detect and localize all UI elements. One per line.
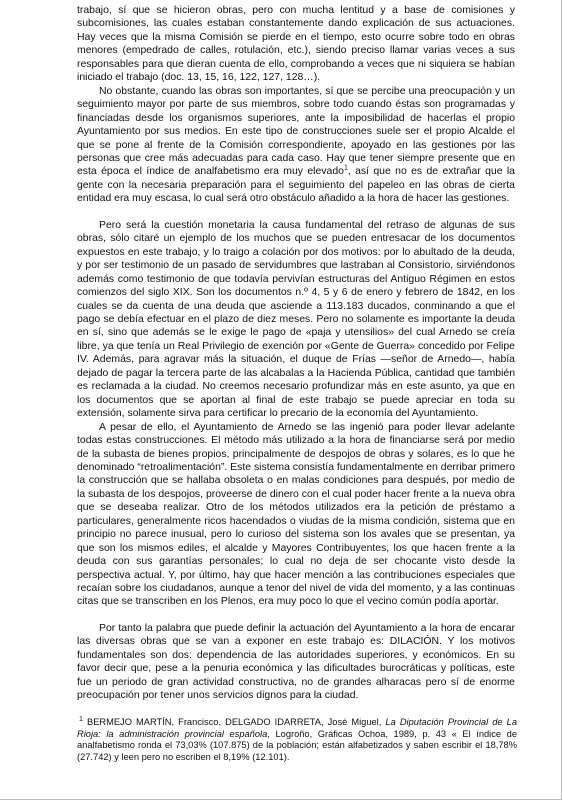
paragraph-5: Por tanto la palabra que puede definir la actuación del Ayuntamiento a la hora de encarar las diversas obras que se van a exponer en este trabajo es: DILACIÓN. Y los motivos fundamentales son dos: dependencia de las autoridades superiores, y económicos. En su favor decir que, pese a la penuria económica y las dificultades burocráticas y políticas, este fue un periodo de gran actividad constructiva, no de grandes alharacas pero sí de enorme preocupación por tener unos servicios dignos para la ciudad. xyxy=(77,622,515,702)
paragraph-1: trabajo, sí que se hicieron obras, pero con mucha lentitud y a base de comisiones y subcomisiones, las cuales estaban constantemente dando explicación de sus actuaciones. Hay veces que la misma Comisión se pierde en el tiempo, esto ocurre sobre todo en obras menores (empedrado de calles, rotulación, etc.), siendo preciso llamar varias veces a sus responsables para que dieran cuenta de ello, comprobando a veces que ni siquiera se habían iniciado el trabajo (doc. 13, 15, 16, 122, 127, 128…). xyxy=(77,5,515,84)
footnote-details: , Logroño, Gráficas Ochoa, 1989, p. 43 « El índice de analfabetismo ronda el 73,03% (107.875) de la población; están alfabetizados y saben escribir el 18,78% (27.742) y leen pero no escriben el 8,19% (12.101). xyxy=(77,728,517,762)
paragraph-2 xyxy=(77,85,515,206)
footnote-book-title: La Diputación Provincial de La Rioja: la administración provincial española xyxy=(77,717,517,739)
paragraph-3: Pero será la cuestión monetaria la causa fundamental del retraso de algunas de sus obras, sólo citaré un ejemplo de los muchos que se pueden entresacar de los documentos expuestos en este trabajo, y lo traigo a colación por dos motivos: por lo abultado de la deuda, y por ser testimonio de un pasado de servidumbres que lastraban al Consistorio, sirviéndonos además como testimonio de que todavía pervivían estructuras del Antiguo Régimen en estos comienzos del siglo XIX. Son los documentos n.º 4, 5 y 6 de enero y febrero de 1842, en los cuales se da cuenta de una deuda que asciende a 113.183 ducados, conminando a que el pago se debía efectuar en el plazo de diez meses. Pero no solamente es importante la deuda en sí, sino que además se le exige le pago de «paja y utensilios» del cual Arnedo se creía libre, ya que tenía un Real Privilegio de exención por «Gente de Guerra» concedido por Felipe IV. Además, para agravar más la situación, el duque de Frías —señor de Arnedo—, había dejado de pagar la tercera parte de las alcabalas a la Hacienda Pública, cantidad que también es reclamada a la ciudad. No creemos necesario profundizar más en este asunto, ya que en los documentos que se aportan al final de este trabajo se puede apreciar en toda su extensión, solamente sirva para certificar lo precario de la economía del Ayuntamiento. xyxy=(77,219,515,420)
footnote-text xyxy=(77,717,517,763)
footnote-reference: 1 xyxy=(343,164,348,172)
paragraph-2-part-1: No obstante, cuando las obras son importantes, sí que se percibe una preocupación y un seguimiento mayor por parte de sus miembros, sobre todo cuando éstas son programadas y financiadas desde los organismos superiores, ante la imposibilidad de hacerlas el propio Ayuntamiento por sus medios. En este tipo de construcciones suele ser el propio Alcalde el que se pone al frente de la Comisión correspondiente, apoyado en las gestiones por las personas que cree más adecuadas para cada caso. Hay que tener siempre presente que en esta época el índice de analfabetismo era muy elevado xyxy=(77,85,515,178)
paragraph-4: A pesar de ello, el Ayuntamiento de Arnedo se las ingenió para poder llevar adelante todas estas construcciones. El método más utilizado a la hora de financiarse será por medio de la subasta de bienes propios, principalmente de despojos de obras y solares, es lo que he denominado “retroalimentación”. Este sistema consistía fundamentalmente en derribar primero la construcción que se hallaba obsoleta o en malas condiciones para después, por medio de la subasta de los despojos, proveerse de dinero con el cual poder hacer frente a la nueva obra que se deseaba realizar. Otro de los métodos utilizados era la petición de préstamo a particulares, generalmente ricos hacendados o viudas de la misma condición, sistema que en principio no parece inusual, pero lo curioso del sistema son los avales que se presentan, ya que son los mismos ediles, el alcalde y Mayores Contribuyentes, los que hacen frente a la deuda con sus garantías personales; lo cual no deja de ser chocante visto desde la perspectiva actual. Y, por último, hay que hacer mención a las contribuciones especiales que recaían sobre los ciudadanos, aunque a tenor del nivel de vida del momento, y a las continuas citas que se transcriben en los Plenos, era muy poco lo que el vecino común podía aportar. xyxy=(77,421,516,608)
body-text xyxy=(77,4,515,703)
footnote-authors: BERMEJO MARTÍN, Francisco, DELGADO IDARRETA, José Miguel, xyxy=(82,717,386,727)
paragraph-2-part-2: , así que no es de extrañar que la gente con la necesaria preparación para el seguimiento del papeleo en las obras de cierta entidad era muy escasa, lo cual será otro obstáculo añadido a la hora de hacer las gestiones. xyxy=(77,166,515,205)
footnote xyxy=(77,717,517,763)
footnote-number: 1 xyxy=(79,715,83,723)
